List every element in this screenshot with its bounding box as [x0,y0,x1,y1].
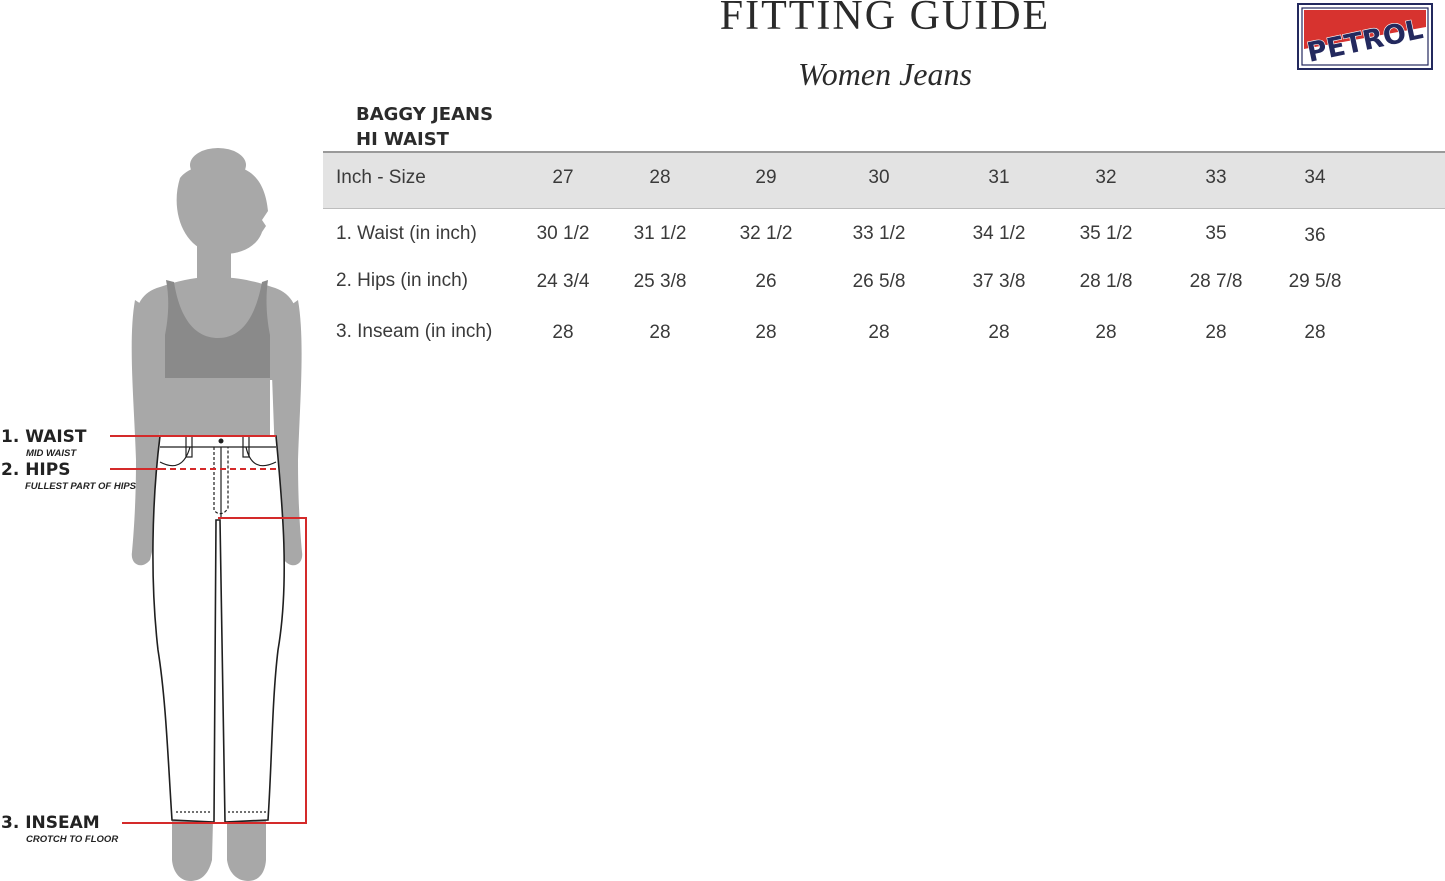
table-cell: 24 3/4 [536,271,590,292]
table-cell: 28 [1304,322,1326,343]
page-subtitle: Women Jeans [798,56,972,92]
page-title: FITTING GUIDE [719,0,1051,39]
row-label-inseam: 3. Inseam (in inch) [336,321,493,342]
table-cell: 28 [552,322,574,343]
table-cell: 28 [755,322,777,343]
table-cell: 26 [755,271,777,292]
table-cell: 28 [649,322,671,343]
row-label-hips: 2. Hips (in inch) [336,270,468,291]
size-header: 31 [988,167,1010,188]
hips-label: 2. HIPS [1,460,71,480]
product-name [356,102,493,152]
size-header: 34 [1304,167,1326,188]
header-label: Inch - Size [336,167,426,188]
table-cell: 35 1/2 [1079,223,1133,244]
inseam-label: 3. INSEAM [1,813,100,833]
inseam-sublabel: CROTCH TO FLOOR [26,834,119,845]
table-cell: 30 1/2 [536,223,590,244]
table-cell: 35 [1205,223,1227,244]
row-label-waist: 1. Waist (in inch) [336,223,477,244]
table-cell: 28 [868,322,890,343]
product-name-line1: BAGGY JEANS [356,104,494,125]
table-cell: 29 5/8 [1288,271,1342,292]
table-cell: 25 3/8 [633,271,687,292]
table-cell: 28 7/8 [1189,271,1243,292]
size-header: 27 [552,167,574,188]
size-header: 30 [868,167,890,188]
table-cell: 34 1/2 [972,223,1026,244]
table-cell: 28 1/8 [1079,271,1133,292]
waist-sublabel: MID WAIST [26,448,77,459]
table-cell: 28 [1095,322,1117,343]
size-header: 32 [1095,167,1117,188]
svg-text:PETROL: PETROL [1304,14,1426,69]
table-cell: 33 1/2 [852,223,906,244]
table-cell: 32 1/2 [739,223,793,244]
table-cell: 28 [988,322,1010,343]
table-cell: 37 3/8 [972,271,1026,292]
hips-sublabel: FULLEST PART OF HIPS [25,481,137,492]
table-cell: 36 [1304,225,1326,246]
table-cell: 26 5/8 [852,271,906,292]
table-cell: 28 [1205,322,1227,343]
table-cell: 31 1/2 [633,223,687,244]
product-name-line2: HI WAIST [356,129,449,150]
petrol-logo [1297,3,1433,70]
waist-label: 1. WAIST [1,427,87,447]
size-header: 28 [649,167,671,188]
size-header: 33 [1205,167,1227,188]
size-header: 29 [755,167,777,188]
